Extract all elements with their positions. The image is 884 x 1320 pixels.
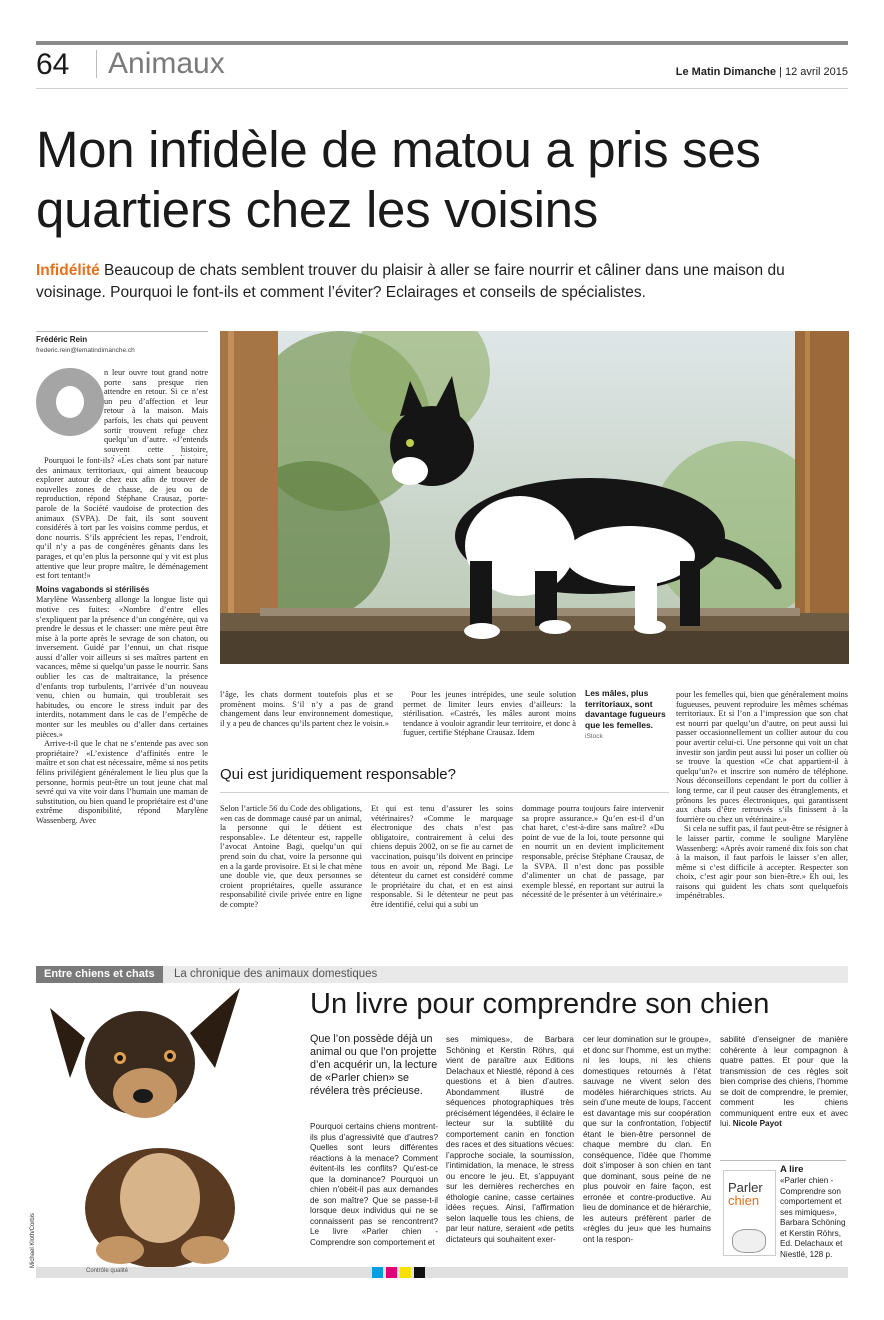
legal-column-3 [522,804,664,954]
chronicle-column-3 [583,1035,711,1262]
legal-column-2 [371,804,513,954]
legal-paragraph: dommage pourra toujours faire intervenir sa propre assurance.» Qu’en est-il d’un chat haret, c’est-à-dire sans maître? «Du point de vue de la loi, toute personne qui en nourrit un en devient implicitement responsable, précise Stéphane Crausaz, de la SVPA. Il n’est donc pas possible d’alimenter un chat de passage, par exemple blessé, en reportant sur autrui la nécessité de le présenter à un vétérinaire.» [522,804,664,900]
article-paragraph: pour les femelles qui, bien que généralement moins fugueuses, peuvent reproduire les mêmes schémas territoriaux. Et si l’on a l’impression que son chat est nourri par quelqu’un d’autre, on peut aussi lui passer occasionnellement un collier autour du cou pour avertir celui-ci. Une personne qui voit un chat investir son jardin peut aussi lui poser un collier où se trouve la question «Ce chat appartient-il à quelqu’un?» et inscrire son numéro de téléphone. Nous déconseillons cependant le port du collier à long terme, car il peut causer des étranglements, et prônons les puces électroniques, qui garantissent aux chats d’être retrouvés s’ils finissent à la fourrière ou chez un vétérinaire.» [676,690,848,824]
alire-rule [720,1160,846,1161]
article-paragraph: Marylène Wassenberg allonge la longue liste qui motive ces fuites: «Nombre d’entre elles s’expliquent par la présence d’un congénère, qui va prendre le dessus et le chasser: une mère peut être mise à la porte après le sevrage de son chaton, ou inversement. Guidé par l’ennui, un chat risque aussi d’aller voir ailleurs si ses maîtres partent en vacances, même si quelqu’un passe le nourrir. Sans oublier les cas de maltraitance, la présence d’enfants trop turbulents, l’arrivée d’un nouveau venu, chien ou humain, qui troublerait ses habitudes, ou encore le stress induit par des interdits, notamment dans le cas de l’empêche de monter sur les meubles ou d’aller dans certaines pièces.» [36,595,208,739]
article-column-1 [36,456,208,968]
drop-cap-o [36,368,104,436]
masthead-date: 12 avril 2015 [785,66,848,78]
footer-bar [36,1267,848,1278]
chronicle-intro: Que l’on possède déjà un animal ou que l’on projette d’en acquérir un, la lecture de «Parler chien» se révélera très précieuse. [310,1033,438,1097]
author-email[interactable]: frederic.rein@lematindimanche.ch [36,347,135,354]
dog-photo [40,978,302,1268]
caption-text: Les mâles, plus territoriaux, sont davantage fugueurs que les femelles. [585,688,666,730]
book-title-2: chien [728,1193,760,1208]
color-swatch-black [414,1267,425,1278]
chronicle-text: sabilité d’enseigner de manière cohérente à leur compagnon à quatre pattes. Et pour que la transmission de ces règles soit bien comprise des chiens, l’homme se doit de comprendre, le premier, comment les chiens communiquent entre eux et avec lui. [720,1035,848,1128]
article-subhead: Moins vagabonds si stérilisés [36,584,150,594]
lede-kicker: Infidélité [36,262,100,279]
masthead-name: Le Matin Dimanche [675,66,777,78]
legal-paragraph: Selon l’article 56 du Code des obligations, «en cas de dommage causé par un animal, la personne qui le détient est responsable». Le détenteur est, rappelle l’avocat Antoine Bagi, quelqu’un qui prend soin du chat, voire la personne qui en a la garde provisoire. Et si le chat mène une double vie, que deux personnes se croient propriétaires, quelle assurance responsabilité civile privée entre en ligne de compte? [220,804,362,909]
header-rule [36,88,848,89]
cat-photo [220,331,849,664]
legal-paragraph: Et qui est tenu d’assurer les soins vétérinaires? «Comme le marquage électronique des chats n’est pas obligatoire, contrairement à celui des chiens depuis 2002, on se fie au carnet de vaccination, puisqu’ils doivent en principe tous en avoir un, répond Me Bagi. Le détenteur du carnet est considéré comme le propriétaire du chat, et en est ainsi responsable. Si le détenteur ne peut pas être identifié, celui qui a subi un [371,804,513,909]
alire-heading: A lire [780,1164,804,1175]
article-paragraph: n leur ouvre tout grand notre porte sans presque rien attendre en retour. Si ce n’est un peu d’affection et leur retour à la maison. Mais parfois, les chats qui peuvent sortir trouvent refuge chez quelqu’un d’autre. «J’entends souvent cette histoire, [104,368,208,454]
book-dog-image [732,1229,766,1253]
article-paragraph: Pourquoi le font-ils? «Les chats sont par nature des animaux territoriaux, qui aiment beaucoup explorer autour de chez eux afin de trouver de nouvelles zones de chasse, de jeu ou de reproduction, répond Stéphane Crausaz, porte-parole de la Société vaudoise de protection des animaux (SVPA). De fait, ils sont souvent considérés à tort par les voisins comme perdus, et donc nourris. S’ils apprécient les repas, l’endroit, qu’il n’y a pas de congénères gênants dans les parages, et qu’en plus la personne qui y vit est plus attentive que leur propre maître, le déménagement est fort tentant!» [36,456,208,581]
chronicle-title: Un livre pour comprendre son chien [310,988,770,1020]
top-rule [36,41,848,45]
book-cover [723,1170,776,1256]
legal-column-1 [220,804,362,954]
color-swatch-yellow [400,1267,411,1278]
masthead-sep: | [779,66,785,78]
page-number: 64 [36,48,70,81]
chronicle-paragraph [720,1035,848,1130]
chronicle-signature: Nicole Payot [732,1119,782,1128]
article-paragraph: Si cela ne suffit pas, il faut peut-être se résigner à le laisser partir, comme le souligne Marylène Wassenberg: «Après avoir ramené dix fois son chat à la maison, il faut parfois le laisser s’en aller, même si c’est difficile à accepter. Respecter son choix, c’est agir pour son bien-être.» Eh oui, les raisons qui guident les chats sont quelquefois impénétrables. [676,824,848,901]
section-title: Animaux [108,47,225,80]
author-rule [36,331,208,332]
dog-illustration [40,978,302,1268]
chronicle-column-1 [310,1122,438,1262]
chronicle-subtitle: La chronique des animaux domestiques [174,968,378,980]
article-column-3 [403,690,576,744]
book-title-1: Parler [728,1180,763,1195]
footer-label: Contrôle qualité [86,1268,129,1274]
color-swatch-cyan [372,1267,383,1278]
lede [36,260,816,304]
chronicle-column-2 [446,1035,574,1262]
article-paragraph: l’âge, les chats dorment toutefois plus et se promènent moins. S’il n’y a pas de grand changement dans leur environnement domestique, il y a peu de chances qu’ils partent chez le voisin.» [220,690,393,728]
chronicle-paragraph: cer leur domination sur le groupe», et donc sur l’homme, est un mythe: ni les loups, ni les chiens domestiques retournés à l’état sauvage ne vivent selon des modèles hiérarchiques stricts. Au sein d’une meute de loups, l’accent est davantage mis sur coopération que sur la confrontation, l’objectif étant le bien-être personnel de chaque membre du clan. En conséquence, l’idée que l’homme doit s’imposer à son chien en tant que dominant, sous peine de ne plus pouvoir en faire façon, est erronée et contre-productive. Au lieu de dominance et de hiérarchie, les auteurs préfèrent parler de «règles du jeu» que les humains ont la respon- [583,1035,711,1244]
lede-text: Beaucoup de chats semblent trouver du plaisir à aller se faire nourrir et câliner dans une maison du voisinage. Pourquoi le font-ils et comment l’éviter? Eclairages et conseils de spécialistes. [36,262,785,301]
chronicle-tag: Entre chiens et chats [36,966,163,983]
legal-box-title: Qui est juridiquement responsable? [220,766,456,783]
article-paragraph: Arrive-t-il que le chat ne s’entende pas avec son propriétaire? «L’existence d’affinités entre le maître et son chat est nécessaire, même si nos petits félins privilégient généralement le lieu plus que la personne, hormis peut-être un tout jeune chat mal sevré qui va vite voir dans l’humain une maman de substitution, ou bien quand le propriétaire est d’une extrême disponibilité, répond Marylène Wassenberg. Avec [36,739,208,825]
cat-illustration [220,331,849,664]
author-name: Frédéric Rein [36,335,88,344]
article-column-4 [676,690,848,952]
headline: Mon infidèle de matou a pris ses quartiers chez les voisins [36,121,761,238]
photo-caption [585,688,669,743]
caption-credit: iStock [585,733,603,740]
color-swatch-magenta [386,1267,397,1278]
legal-box-rule [220,792,669,793]
article-column-2 [220,690,393,744]
chronicle-paragraph: Pourquoi certains chiens montrent-ils plus d’agressivité que d’autres? Quelles sont leurs différentes réactions à la menace? Comment évitent-ils les conflits? Qu’est-ce que la dominance? Pourquoi un chien n’obéit-il pas aux demandes de son maître? Que se passe-t-il lorsque deux individus qui ne se connaissent pas se rencontrent? Le livre «Parler chien - Comprendre son comportement et [310,1122,438,1247]
chronicle-paragraph: ses mimiques», de Barbara Schöning et Kerstin Röhrs, qui vient de paraître aux Editions Delachaux et Niestlé, répond à ces questions et à bien d’autres. Abondamment illustré de séquences photographiques très précisément légendées, il éclaire le lecteur sur la subtilité du comportement canin en fonction des races et des situations vécues: l’approche sociale, la soumission, l’intimidation, la menace, le stress ou encore le jeu. Et, s’appuyant sur les dernières recherches en éthologie canine, casse certaines idées reçues. Ainsi, l’affirmation selon laquelle tous les chiens, de par leur nature, seraient «de petits dictateurs qui souhaitent exer- [446,1035,574,1244]
alire-text: «Parler chien - Comprendre son comportement et ses mimiques», Barbara Schöning et Kerstin Röhrs, Ed. Delachaux et Niestlé, 128 p. [780,1176,846,1259]
article-column-1-top [104,368,208,456]
article-paragraph: Pour les jeunes intrépides, une seule solution permet de limiter leurs envies d’ailleurs: la stérilisation. «Castrés, les mâles auront moins tendance à vouloir agrandir leur territoire, et donc à fuguer, certifie Stéphane Crausaz. Idem [403,690,576,738]
dog-photo-credit: Michael Kloth/Corbis [30,1212,36,1268]
section-divider [96,50,97,78]
chronicle-column-4 [720,1035,848,1155]
masthead [676,66,848,78]
